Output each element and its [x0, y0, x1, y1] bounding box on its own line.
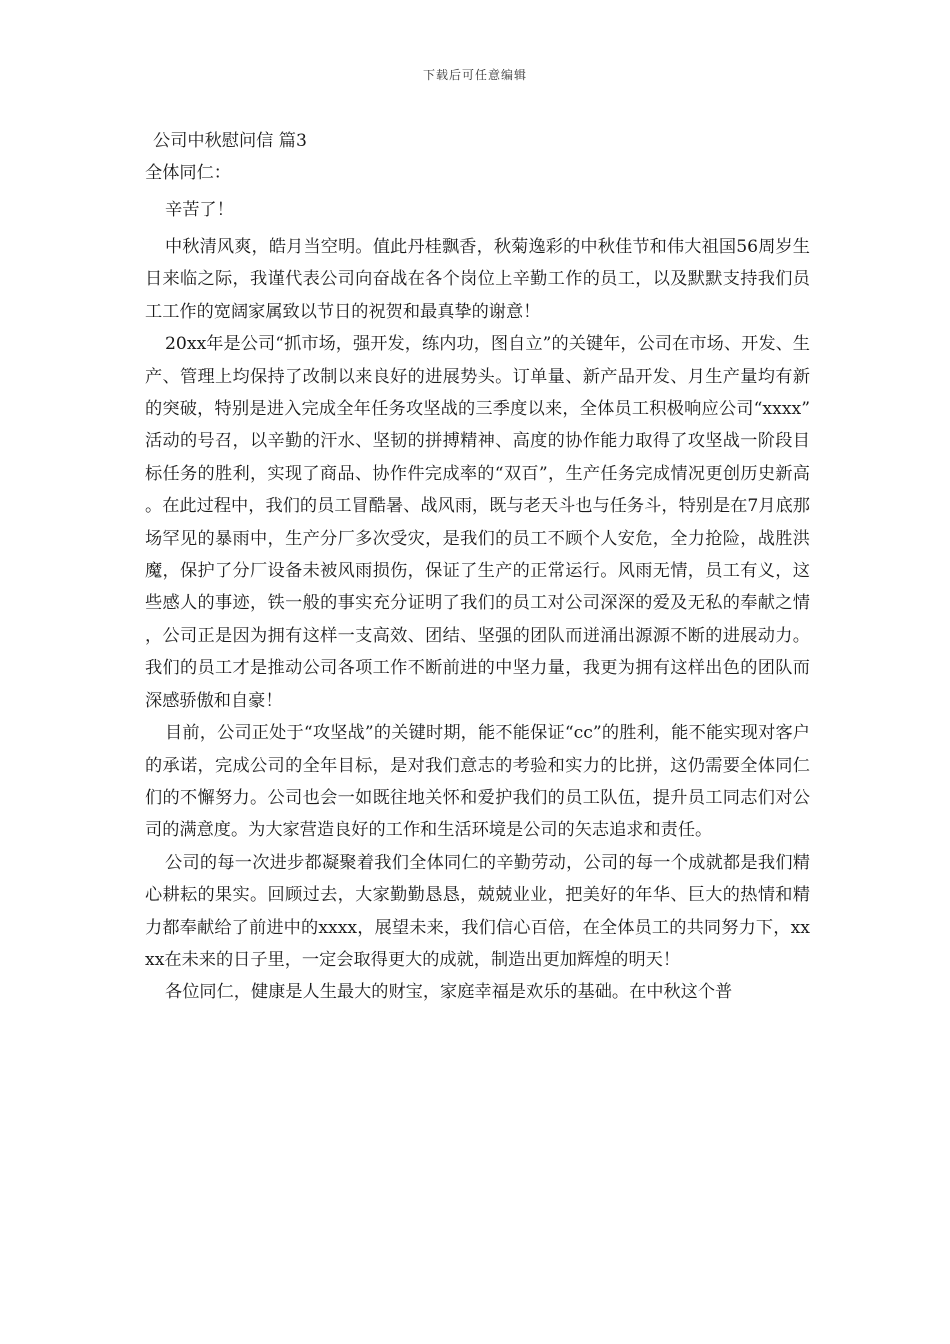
greeting: 辛苦了！	[165, 200, 234, 220]
paragraph-1: 中秋清风爽，皓月当空明。值此丹桂飘香，秋菊逸彩的中秋佳节和伟大祖国56周岁生日来临之际，我谨代表公司向奋战在各个岗位上辛勤工作的员工，以及默默支持我们员工工作的宽阔家属致以节日的祝贺和最真挚的谢意！	[145, 237, 810, 322]
paragraph-5: 各位同仁，健康是人生最大的财宝，家庭幸福是欢乐的基础。在中秋这个普	[165, 982, 733, 1003]
letter-body	[145, 125, 810, 1009]
letter-title: 公司中秋慰问信 篇3	[153, 131, 307, 151]
paragraph-4: 公司的每一次进步都凝聚着我们全体同仁的辛勤劳动，公司的每一个成就都是我们精心耕耘的果实。回顾过去，大家勤勤恳恳，兢兢业业，把美好的年华、巨大的热情和精力都奉献给了前进中的xxxx，展望未来，我们信心百倍，在全体员工的共同努力下，xxxx在未来的日子里，一定会取得更大的成就，制造出更加辉煌的明天！	[145, 852, 810, 970]
paragraph-2: 20xx年是公司“抓市场，强开发，练内功，图自立”的关键年，公司在市场、开发、生产、管理上均保持了改制以来良好的进展势头。订单量、新产品开发、月生产量均有新的突破，特别是进入完成全年任务攻坚战的三季度以来，全体员工积极响应公司“xxxx”活动的号召，以辛勤的汗水、坚韧的拼搏精神、高度的协作能力取得了攻坚战一阶段目标任务的胜利，实现了商品、协作件完成率的“双百”，生产任务完成情况更创历史新高。在此过程中，我们的员工冒酷暑、战风雨，既与老天斗也与任务斗，特别是在7月底那场罕见的暴雨中，生产分厂多次受灾，是我们的员工不顾个人安危，全力抢险，战胜洪魔，保护了分厂设备未被风雨损伤，保证了生产的正常运行。风雨无情，员工有义，这些感人的事迹，铁一般的事实充分证明了我们的员工对公司深深的爱及无私的奉献之情，公司正是因为拥有这样一支高效、团结、坚强的团队而迸涌出源源不断的进展动力。我们的员工才是推动公司各项工作不断前进的中坚力量，我更为拥有这样出色的团队而深感骄傲和自豪！	[145, 334, 810, 711]
salutation: 全体同仁：	[145, 163, 231, 183]
paragraph-3: 目前，公司正处于“攻坚战”的关键时期，能不能保证“cc”的胜利，能不能实现对客户的承诺，完成公司的全年目标，是对我们意志的考验和实力的比拼，这仍需要全体同仁们的不懈努力。公司也会一如既往地关怀和爱护我们的员工队伍，提升员工同志们对公司的满意度。为大家营造良好的工作和生活环境是公司的矢志追求和责任。	[145, 723, 810, 841]
header-note: 下载后可任意编辑	[422, 68, 527, 82]
